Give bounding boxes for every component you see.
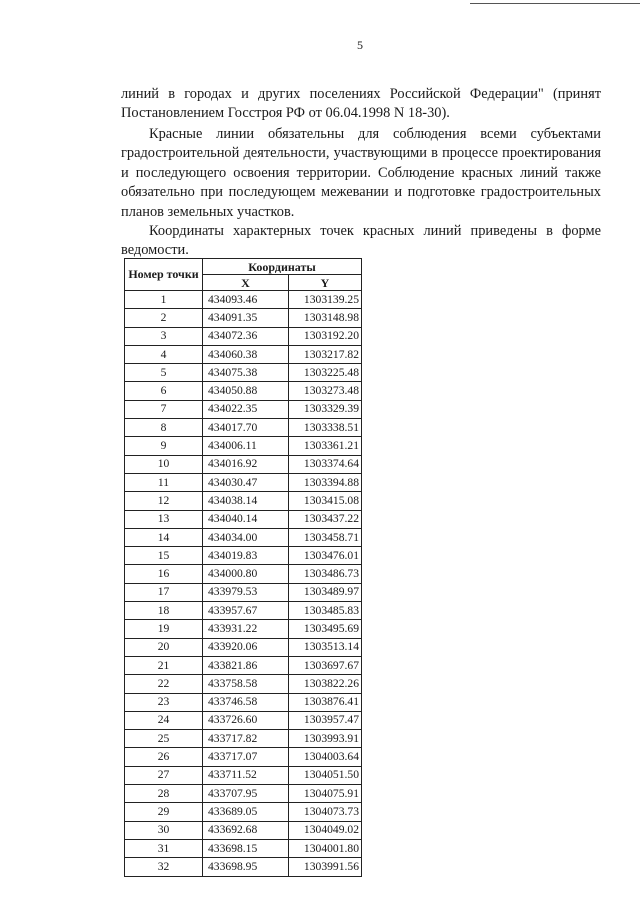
y-coordinate-cell: 1303415.08: [289, 492, 362, 510]
point-number-cell: 20: [125, 638, 203, 656]
point-number-cell: 30: [125, 821, 203, 839]
point-number-cell: 31: [125, 839, 203, 857]
table-row: [125, 565, 362, 583]
point-number-cell: 14: [125, 528, 203, 546]
header-x: X: [203, 275, 289, 291]
table-row: [125, 364, 362, 382]
point-number-cell: 25: [125, 730, 203, 748]
table-row: [125, 602, 362, 620]
point-number-cell: 7: [125, 400, 203, 418]
y-coordinate-cell: 1303486.73: [289, 565, 362, 583]
table-row: [125, 766, 362, 784]
point-number-cell: 13: [125, 510, 203, 528]
table-row: [125, 821, 362, 839]
table-row: [125, 785, 362, 803]
table-row: [125, 730, 362, 748]
point-number-cell: 12: [125, 492, 203, 510]
x-coordinate-cell: 434050.88: [203, 382, 289, 400]
table-row: [125, 309, 362, 327]
table-row: [125, 528, 362, 546]
y-coordinate-cell: 1303697.67: [289, 656, 362, 674]
y-coordinate-cell: 1303485.83: [289, 602, 362, 620]
table-row: [125, 382, 362, 400]
x-coordinate-cell: 434034.00: [203, 528, 289, 546]
y-coordinate-cell: 1303273.48: [289, 382, 362, 400]
point-number-cell: 2: [125, 309, 203, 327]
y-coordinate-cell: 1303495.69: [289, 620, 362, 638]
point-number-cell: 24: [125, 711, 203, 729]
point-number-cell: 10: [125, 455, 203, 473]
y-coordinate-cell: 1303991.56: [289, 858, 362, 876]
y-coordinate-cell: 1303374.64: [289, 455, 362, 473]
y-coordinate-cell: 1303993.91: [289, 730, 362, 748]
x-coordinate-cell: 433920.06: [203, 638, 289, 656]
point-number-cell: 32: [125, 858, 203, 876]
table-body: [125, 291, 362, 877]
x-coordinate-cell: 434075.38: [203, 364, 289, 382]
header-y: Y: [289, 275, 362, 291]
y-coordinate-cell: 1303329.39: [289, 400, 362, 418]
y-coordinate-cell: 1303225.48: [289, 364, 362, 382]
x-coordinate-cell: 433979.53: [203, 583, 289, 601]
header-coordinates: Координаты: [203, 259, 362, 275]
table-row: [125, 419, 362, 437]
table-row: [125, 675, 362, 693]
table-row: [125, 839, 362, 857]
table-row: [125, 291, 362, 309]
x-coordinate-cell: 433758.58: [203, 675, 289, 693]
table-row: [125, 437, 362, 455]
x-coordinate-cell: 433711.52: [203, 766, 289, 784]
x-coordinate-cell: 434016.92: [203, 455, 289, 473]
y-coordinate-cell: 1303139.25: [289, 291, 362, 309]
x-coordinate-cell: 434093.46: [203, 291, 289, 309]
point-number-cell: 26: [125, 748, 203, 766]
table-row: [125, 492, 362, 510]
page-number: 5: [357, 38, 363, 52]
x-coordinate-cell: 433717.07: [203, 748, 289, 766]
x-coordinate-cell: 434040.14: [203, 510, 289, 528]
table-row: [125, 455, 362, 473]
y-coordinate-cell: 1304075.91: [289, 785, 362, 803]
y-coordinate-cell: 1303437.22: [289, 510, 362, 528]
y-coordinate-cell: 1303217.82: [289, 345, 362, 363]
paragraph-2: Красные линии обязательны для соблюдения всеми субъектами градостроительной деятельности, участвующими в процессе проектирования и последующего освоения территории. Соблюдение красных линий также обязательно при последующем межевании и подготовке градостроительных планов земельных участков.: [121, 126, 601, 220]
x-coordinate-cell: 434038.14: [203, 492, 289, 510]
y-coordinate-cell: 1303513.14: [289, 638, 362, 656]
table-row: [125, 510, 362, 528]
point-number-cell: 4: [125, 345, 203, 363]
y-coordinate-cell: 1304049.02: [289, 821, 362, 839]
y-coordinate-cell: 1303957.47: [289, 711, 362, 729]
x-coordinate-cell: 434072.36: [203, 327, 289, 345]
table-row: [125, 656, 362, 674]
point-number-cell: 15: [125, 547, 203, 565]
x-coordinate-cell: 434030.47: [203, 473, 289, 491]
x-coordinate-cell: 434060.38: [203, 345, 289, 363]
point-number-cell: 8: [125, 419, 203, 437]
x-coordinate-cell: 434000.80: [203, 565, 289, 583]
y-coordinate-cell: 1303394.88: [289, 473, 362, 491]
y-coordinate-cell: 1303338.51: [289, 419, 362, 437]
paragraph-3: Координаты характерных точек красных линий приведены в форме ведомости.: [121, 223, 601, 259]
x-coordinate-cell: 434022.35: [203, 400, 289, 418]
x-coordinate-cell: 433707.95: [203, 785, 289, 803]
table-row: [125, 327, 362, 345]
point-number-cell: 21: [125, 656, 203, 674]
point-number-cell: 22: [125, 675, 203, 693]
x-coordinate-cell: 434006.11: [203, 437, 289, 455]
y-coordinate-cell: 1303476.01: [289, 547, 362, 565]
point-number-cell: 1: [125, 291, 203, 309]
y-coordinate-cell: 1303822.26: [289, 675, 362, 693]
y-coordinate-cell: 1303876.41: [289, 693, 362, 711]
point-number-cell: 5: [125, 364, 203, 382]
x-coordinate-cell: 433689.05: [203, 803, 289, 821]
table-row: [125, 547, 362, 565]
x-coordinate-cell: 434091.35: [203, 309, 289, 327]
table-row: [125, 400, 362, 418]
top-rule: [470, 3, 640, 4]
table-row: [125, 473, 362, 491]
point-number-cell: 11: [125, 473, 203, 491]
table-row: [125, 803, 362, 821]
table-row: [125, 748, 362, 766]
y-coordinate-cell: 1304001.80: [289, 839, 362, 857]
y-coordinate-cell: 1304003.64: [289, 748, 362, 766]
x-coordinate-cell: 433698.95: [203, 858, 289, 876]
x-coordinate-cell: 434019.83: [203, 547, 289, 565]
point-number-cell: 28: [125, 785, 203, 803]
point-number-cell: 9: [125, 437, 203, 455]
x-coordinate-cell: 433717.82: [203, 730, 289, 748]
point-number-cell: 23: [125, 693, 203, 711]
table-row: [125, 583, 362, 601]
x-coordinate-cell: 433726.60: [203, 711, 289, 729]
point-number-cell: 19: [125, 620, 203, 638]
y-coordinate-cell: 1303361.21: [289, 437, 362, 455]
y-coordinate-cell: 1304051.50: [289, 766, 362, 784]
x-coordinate-cell: 433957.67: [203, 602, 289, 620]
x-coordinate-cell: 433692.68: [203, 821, 289, 839]
table-row: [125, 620, 362, 638]
y-coordinate-cell: 1303148.98: [289, 309, 362, 327]
point-number-cell: 18: [125, 602, 203, 620]
x-coordinate-cell: 433821.86: [203, 656, 289, 674]
point-number-cell: 17: [125, 583, 203, 601]
y-coordinate-cell: 1303458.71: [289, 528, 362, 546]
table-row: [125, 693, 362, 711]
point-number-cell: 27: [125, 766, 203, 784]
x-coordinate-cell: 433698.15: [203, 839, 289, 857]
table-row: [125, 638, 362, 656]
x-coordinate-cell: 433746.58: [203, 693, 289, 711]
table-row: [125, 345, 362, 363]
point-number-cell: 29: [125, 803, 203, 821]
header-point-number: Номер точки: [125, 259, 203, 291]
point-number-cell: 6: [125, 382, 203, 400]
table-row: [125, 711, 362, 729]
y-coordinate-cell: 1303489.97: [289, 583, 362, 601]
y-coordinate-cell: 1304073.73: [289, 803, 362, 821]
y-coordinate-cell: 1303192.20: [289, 327, 362, 345]
point-number-cell: 16: [125, 565, 203, 583]
x-coordinate-cell: 433931.22: [203, 620, 289, 638]
table-row: [125, 858, 362, 876]
coordinates-table: [124, 258, 362, 877]
point-number-cell: 3: [125, 327, 203, 345]
x-coordinate-cell: 434017.70: [203, 419, 289, 437]
paragraph-1: линий в городах и других поселениях Российской Федерации" (принят Постановлением Госстроя РФ от 06.04.1998 N 18-30).: [121, 86, 601, 122]
